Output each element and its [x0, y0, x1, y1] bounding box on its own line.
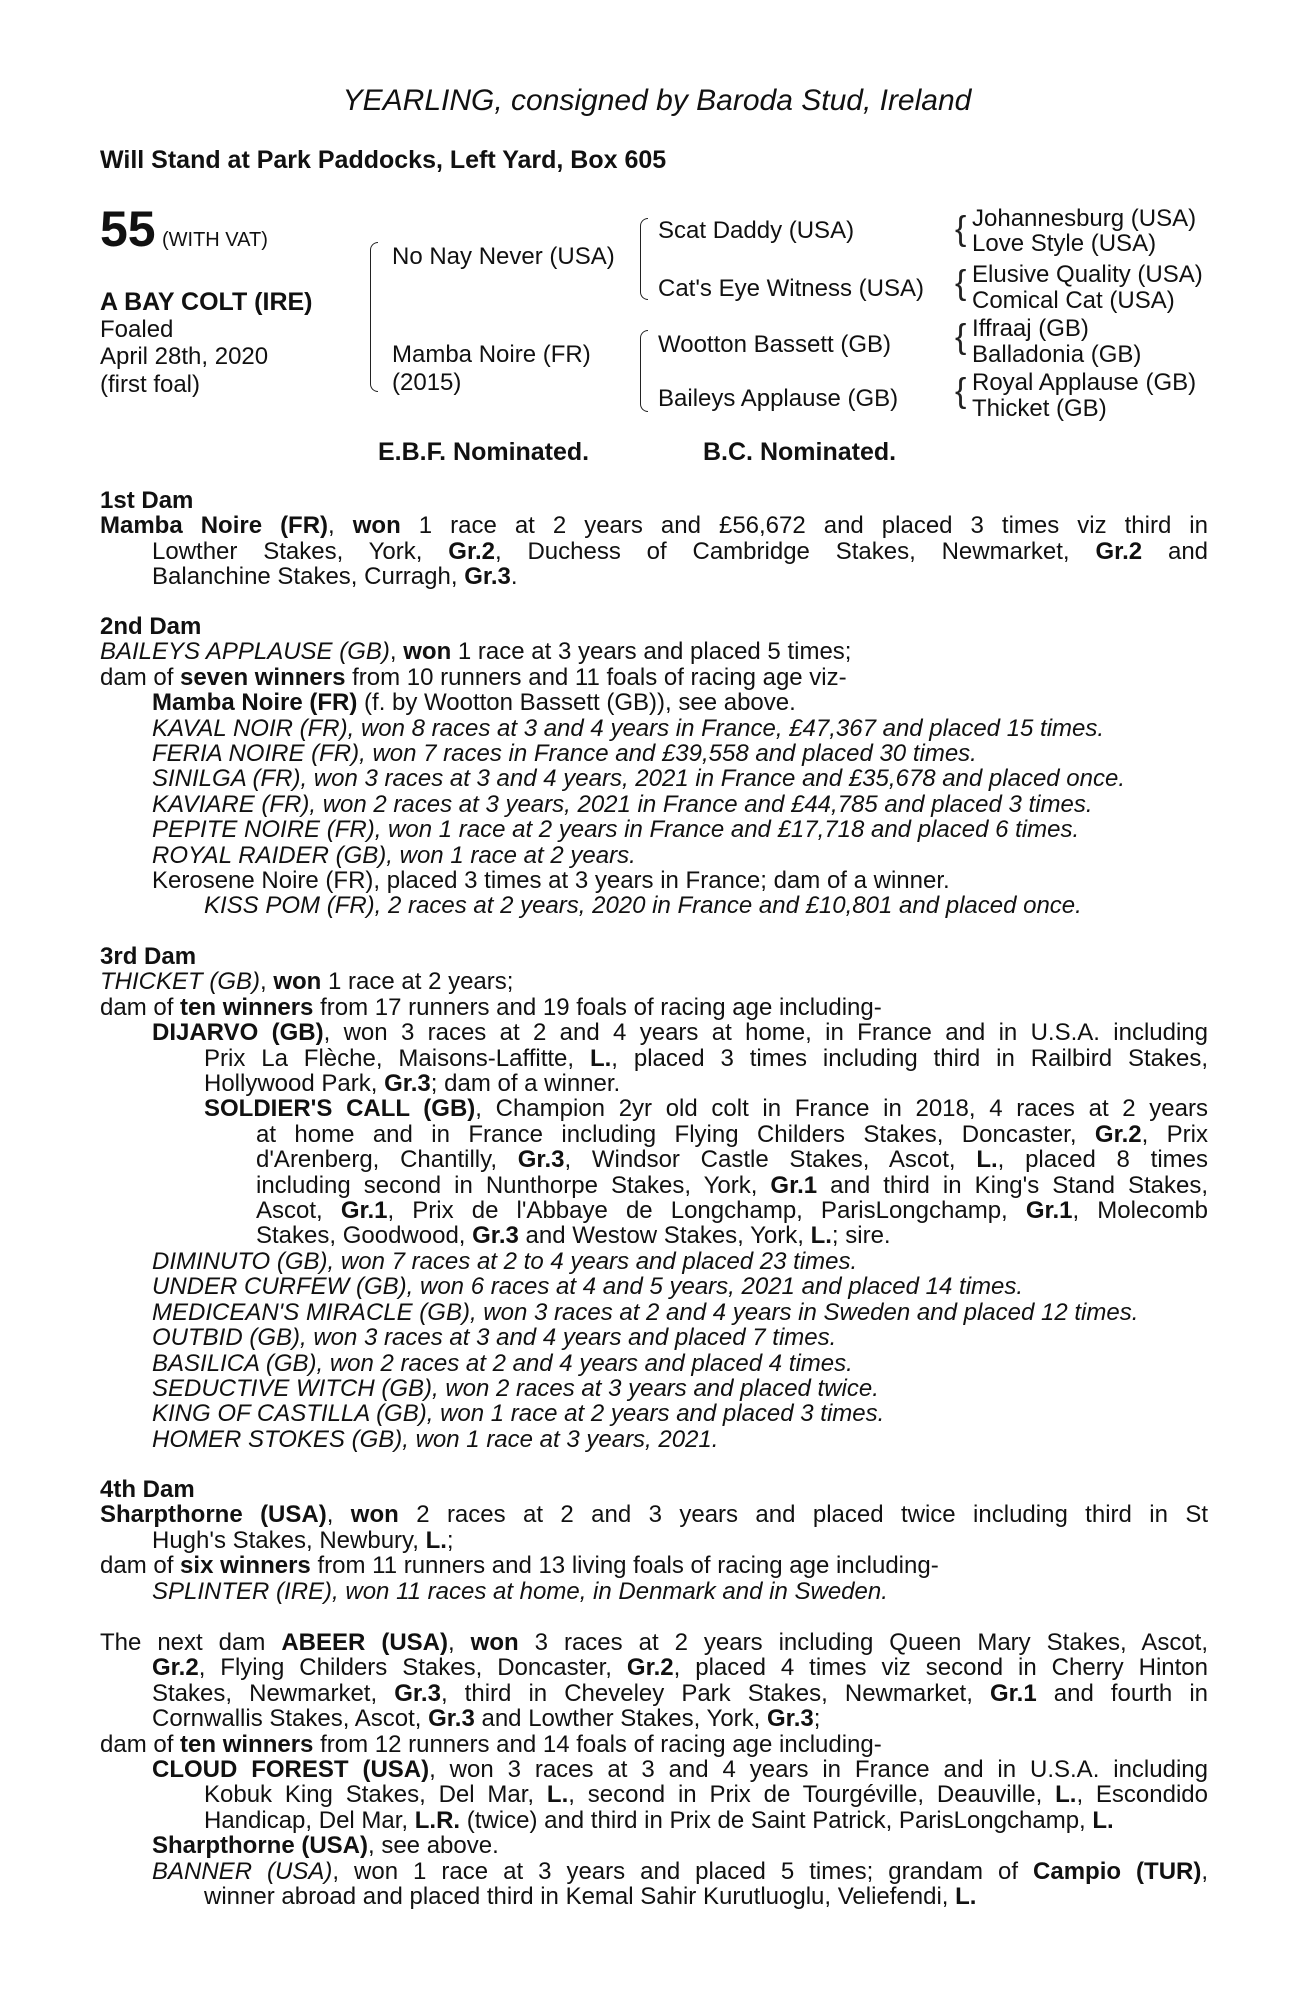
pedigree-brace-2: {	[955, 264, 967, 302]
list-item: MEDICEAN'S MIRACLE (GB), won 3 races at 2 and 4 years in Sweden and placed 12 times.	[152, 1298, 1139, 1326]
bc-nomination: B.C. Nominated.	[703, 438, 897, 466]
pedigree-g2: Love Style (USA)	[972, 230, 1157, 257]
ebf-nomination: E.B.F. Nominated.	[378, 438, 590, 466]
vat-note: (WITH VAT)	[162, 229, 268, 251]
foaled-label: Foaled	[100, 316, 174, 343]
consignment-line: YEARLING, consigned by Baroda Stud, Ireland	[342, 84, 972, 117]
list-item: KING OF CASTILLA (GB), won 1 race at 2 years and placed 3 times.	[152, 1400, 885, 1428]
foaled-date: April 28th, 2020	[100, 343, 269, 370]
list-item: KISS POM (FR), 2 races at 2 years, 2020 in France and £10,801 and placed once.	[204, 892, 1082, 920]
pedigree-bracket-sire	[640, 218, 648, 300]
list-item: Kerosene Noire (FR), placed 3 times at 3 years in France; dam of a winner.	[152, 867, 950, 895]
list-item: SPLINTER (IRE), won 11 races at home, in Denmark and in Sweden.	[152, 1577, 888, 1605]
pedigree-g4: Comical Cat (USA)	[972, 287, 1175, 314]
pedigree-g3: Elusive Quality (USA)	[972, 261, 1203, 288]
list-item: OUTBID (GB), won 3 races at 3 and 4 years and placed 7 times.	[152, 1324, 837, 1352]
pedigree-bracket-dam	[640, 330, 648, 412]
list-item: Sharpthorne (USA), see above.	[152, 1832, 499, 1860]
stand-location: Will Stand at Park Paddocks, Left Yard, Box 605	[100, 146, 667, 174]
pedigree-dam-dam: Baileys Applause (GB)	[658, 385, 899, 412]
pedigree-dam-year: (2015)	[392, 369, 462, 396]
pedigree-g7: Royal Applause (GB)	[972, 369, 1197, 396]
list-item: HOMER STOKES (GB), won 1 race at 3 years, 2021.	[152, 1425, 719, 1453]
section-heading: 2nd Dam	[100, 613, 202, 640]
section-heading: 1st Dam	[100, 487, 194, 514]
list-item: DIMINUTO (GB), won 7 races at 2 to 4 years and placed 23 times.	[152, 1247, 858, 1275]
pedigree-g5: Iffraaj (GB)	[972, 315, 1089, 342]
pedigree-sire-sire: Scat Daddy (USA)	[658, 217, 855, 244]
list-item: KAVAL NOIR (FR), won 8 races at 3 and 4 years in France, £47,367 and placed 15 times.	[152, 714, 1105, 742]
list-item: BANNER (USA), won 1 race at 3 years and placed 5 times; grandam of Campio (TUR),	[152, 1857, 1209, 1885]
pedigree-dam-sire: Wootton Bassett (GB)	[658, 331, 891, 358]
pedigree-g6: Balladonia (GB)	[972, 341, 1142, 368]
third-dam-section: 3rd Dam THICKET (GB), won 1 race at 2 years; dam of ten winners from 17 runners and 19 foals of racing age including- DIJARVO (GB), won 3 races at 2 and 4 years at home, in France and in U.S.A. including Prix La Flèche, Maisons-Laffitte, L., placed 3 times including third in Railbird Stakes, Hollywood Park, Gr.3; dam of a winner. SOLDIER'S CALL (GB), Champion 2yr old colt in France in 2018, 4 races at 2 years at home and in France including Flying Childers Stakes, Doncaster, Gr.2, Prix d'Arenberg, Chantilly, Gr.3, Windsor Castle Stakes, Ascot, L., placed 8 times including second in Nunthorpe Stakes, York, Gr.1 and third in King's Stand Stakes, Ascot, Gr.1, Prix de l'Abbaye de Longchamp, ParisLongchamp, Gr.1, Molecomb Stakes, Goodwood, Gr.3 and Westow Stakes, York, L.; sire. DIMINUTO (GB), won 7 races at 2 to 4 years and placed 23 times. UNDER CURFEW (GB), won 6 races at 4 and 5 years, 2021 and placed 14 times. MEDICEAN'S MIRACLE (GB), won 3 races at 2 and 4 years in Sweden and placed 12 times. OUTBID (GB), won 3 races at 3 and 4 years and placed 7 times. BASILICA (GB), won 2 races at 2 and 4 years and placed 4 times. SEDUCTIVE WITCH (GB), won 2 races at 3 years and placed twice. KING OF CASTILLA (GB), won 1 race at 2 years and placed 3 times. HOMER STOKES (GB), won 1 race at 3 years, 2021.	[100, 943, 1209, 1453]
section-heading: 4th Dam	[100, 1476, 195, 1503]
list-item: PEPITE NOIRE (FR), won 1 race at 2 years in France and £17,718 and placed 6 times.	[152, 816, 1080, 844]
list-item: SINILGA (FR), won 3 races at 3 and 4 years, 2021 in France and £35,678 and placed once.	[152, 765, 1126, 793]
list-item: SEDUCTIVE WITCH (GB), won 2 races at 3 years and placed twice.	[152, 1374, 879, 1402]
pedigree-g1: Johannesburg (USA)	[972, 205, 1197, 232]
pedigree-brace-4: {	[955, 372, 967, 410]
next-dam-section: The next dam ABEER (USA), won 3 races at 2 years including Queen Mary Stakes, Ascot, Gr.2, Flying Childers Stakes, Doncaster, Gr.2, placed 4 times viz second in Cherry Hinton Stakes, Newmarket, Gr.3, third in Cheveley Park Stakes, Newmarket, Gr.1 and fourth in Cornwallis Stakes, Ascot, Gr.3 and Lowther Stakes, York, Gr.3; dam of ten winners from 12 runners and 14 foals of racing age including- CLOUD FOREST (USA), won 3 races at 3 and 4 years in France and in U.S.A. including Kobuk King Stakes, Del Mar, L., second in Prix de Tourgéville, Deauville, L., Escondido Handicap, Del Mar, L.R. (twice) and third in Prix de Saint Patrick, ParisLongchamp, L. Sharpthorne (USA), see above. BANNER (USA), won 1 race at 3 years and placed 5 times; grandam of Campio (TUR), winner abroad and placed third in Kemal Sahir Kurutluoglu, Veliefendi, L.	[100, 1629, 1209, 1911]
pedigree-dam: Mamba Noire (FR)	[392, 341, 591, 368]
pedigree-bracket-main	[370, 242, 378, 392]
list-item: UNDER CURFEW (GB), won 6 races at 4 and 5 years, 2021 and placed 14 times.	[152, 1273, 1024, 1301]
list-item: FERIA NOIRE (FR), won 7 races in France and £39,558 and placed 30 times.	[152, 740, 977, 768]
fourth-dam-section: 4th Dam Sharpthorne (USA), won 2 races at 2 and 3 years and placed twice including third in St Hugh's Stakes, Newbury, L.; dam of six winners from 11 runners and 13 living foals of racing age including- SPLINTER (IRE), won 11 races at home, in Denmark and in Sweden.	[100, 1476, 1209, 1605]
first-dam-section: 1st Dam Mamba Noire (FR), won 1 race at 2 years and £56,672 and placed 3 times viz third in Lowther Stakes, York, Gr.2, Duchess of Cambridge Stakes, Newmarket, Gr.2 and Balanchine Stakes, Curragh, Gr.3.	[100, 487, 1209, 591]
section-heading: 3rd Dam	[100, 943, 197, 970]
lot-number: 55	[100, 201, 156, 257]
list-item: Mamba Noire (FR) (f. by Wootton Bassett (GB)), see above.	[152, 689, 796, 717]
list-item: CLOUD FOREST (USA), won 3 races at 3 and 4 years in France and in U.S.A. including	[152, 1756, 1208, 1784]
pedigree-brace-1: {	[955, 210, 967, 248]
list-item: BASILICA (GB), won 2 races at 2 and 4 years and placed 4 times.	[152, 1349, 853, 1377]
list-item: KAVIARE (FR), won 2 races at 3 years, 2021 in France and £44,785 and placed 3 times.	[152, 790, 1093, 818]
list-item: DIJARVO (GB), won 3 races at 2 and 4 years at home, in France and in U.S.A. including	[152, 1019, 1209, 1047]
pedigree-brace-3: {	[955, 318, 967, 356]
lot-title: A BAY COLT (IRE)	[100, 288, 313, 316]
pedigree-g8: Thicket (GB)	[972, 395, 1107, 422]
pedigree-sire: No Nay Never (USA)	[392, 243, 615, 270]
list-item: ROYAL RAIDER (GB), won 1 race at 2 years.	[152, 841, 636, 869]
pedigree-sire-dam: Cat's Eye Witness (USA)	[658, 275, 924, 302]
second-dam-section: 2nd Dam BAILEYS APPLAUSE (GB), won 1 race at 3 years and placed 5 times; dam of seven winners from 10 runners and 11 foals of racing age viz- Mamba Noire (FR) (f. by Wootton Bassett (GB)), see above. KAVAL NOIR (FR), won 8 races at 3 and 4 years in France, £47,367 and placed 15 times. FERIA NOIRE (FR), won 7 races in France and £39,558 and placed 30 times. SINILGA (FR), won 3 races at 3 and 4 years, 2021 in France and £35,678 and placed once. KAVIARE (FR), won 2 races at 3 years, 2021 in France and £44,785 and placed 3 times. PEPITE NOIRE (FR), won 1 race at 2 years in France and £17,718 and placed 6 times. ROYAL RAIDER (GB), won 1 race at 2 years. Kerosene Noire (FR), placed 3 times at 3 years in France; dam of a winner. KISS POM (FR), 2 races at 2 years, 2020 in France and £10,801 and placed once.	[100, 614, 1208, 919]
foal-note: (first foal)	[100, 371, 201, 398]
list-item: SOLDIER'S CALL (GB), Champion 2yr old colt in France in 2018, 4 races at 2 years	[204, 1095, 1208, 1123]
